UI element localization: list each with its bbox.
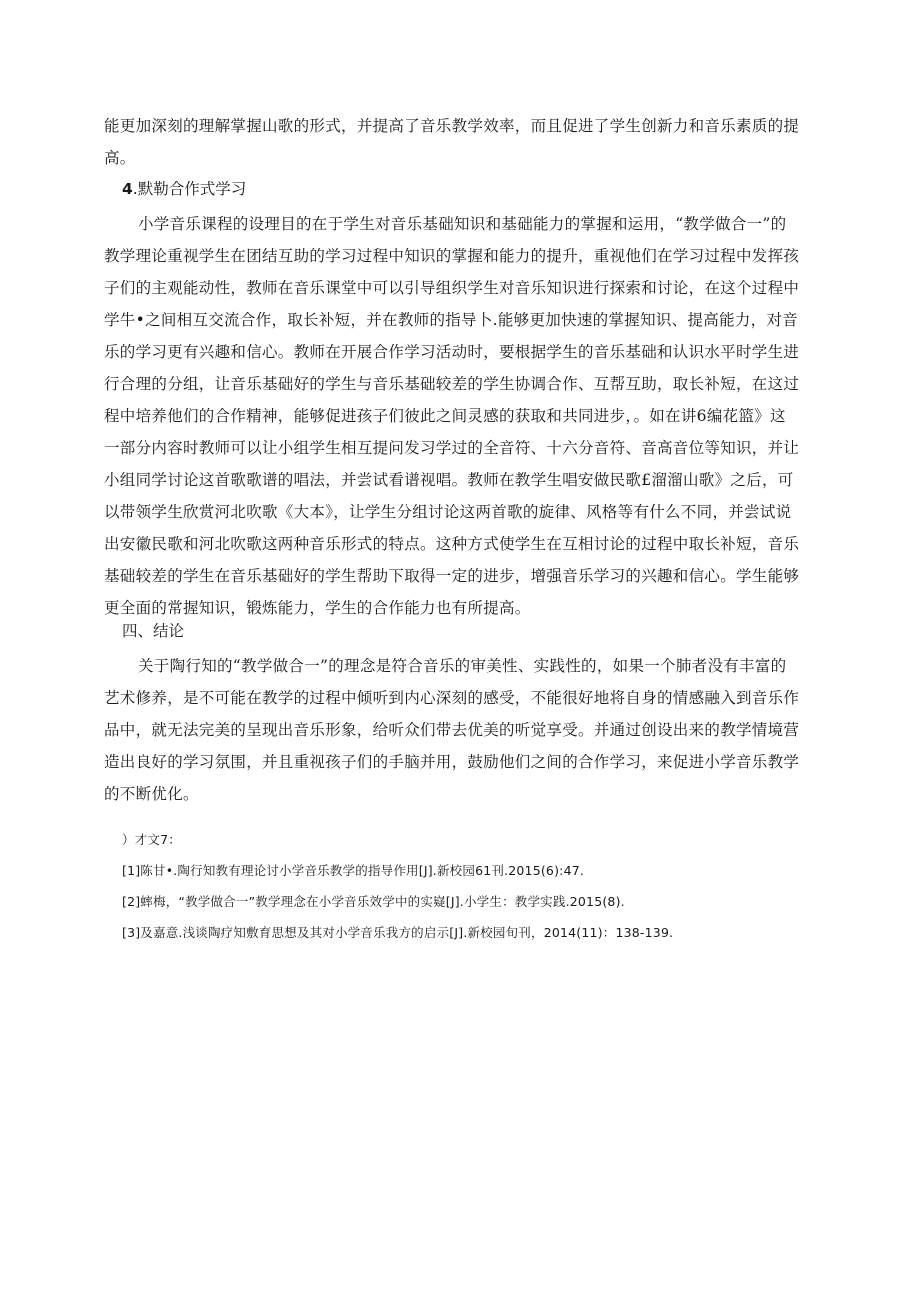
text-line: 高。 [104,149,136,167]
references-section [122,824,673,948]
text-line: 小组同学讨论这首歌歌谱的唱法，并尝试看谱视唱。教师在教学生唱安做民歌£溜溜山歌》之后，可 [104,471,794,489]
conclusion-paragraph [104,650,852,810]
text-line: 基础较差的学生在音乐基础好的学生帮助下取得一定的进步，增强音乐学习的兴趣和信心。学生能够 [104,567,800,585]
text-line: 程中培养他们的合作精神，能够促进孩子们彼此之间灵感的获取和共同进步，。如在讲6编花篮》这 [104,407,786,425]
text-line: 艺术修养，是不可能在教学的过程中倾听到内心深刻的感受，不能很好地将自身的情感融入到音乐作 [104,689,800,707]
section-4-paragraph [104,208,852,624]
text-line: 行合理的分组，让音乐基础好的学生与音乐基础较差的学生协调合作、互帮互助，取长补短，在这过 [104,375,800,393]
text-line: 出安徽民歌和河北吹歌这两种音乐形式的特点。这种方式使学生在互相讨论的过程中取长补短，音乐 [104,535,800,553]
text-line: 乐的学习更有兴趣和信心。教师在开展合作学习活动时，要根据学生的音乐基础和认识水平时学生进 [104,343,800,361]
text-line: 学牛•之间相互交流合作，取长补短，并在教师的指导卜.能够更加快速的掌握知识、提高能力，对音 [104,311,799,329]
reference-item: [3]及嘉意.浅谈陶疗知敷育思想及其对小学音乐我方的启示[J].新校园旬刊，2014(11)：138-139. [122,925,674,940]
text-line: 小学音乐课程的设理目的在于学生对音乐基础知识和基础能力的掌握和运用，“教学做合一”的 [138,215,787,233]
section-title: .默勒合作式学习 [132,180,247,198]
section-number: 4 [122,180,133,198]
text-line: 关于陶行知的“教学做合一”的理念是符合音乐的审美性、实践性的，如果一个肺者没有丰富的 [138,657,787,675]
text-line: 以带领学生欣赏河北吹歌《大本》，让学生分组讨论这两首歌的旋律、风格等有什么不同，并尝试说 [104,503,792,521]
reference-item: [2]蟀梅，“教学做合一”教学理念在小学音乐效学中的实嶷[J].小学生：教学实践.2015(8). [122,894,625,909]
intro-paragraph [104,110,852,174]
text-line: 教学理论重视学生在团结互助的学习过程中知识的掌握和能力的提升，重视他们在学习过程中发挥孩 [104,247,800,265]
text-line: 的不断优化。 [104,785,199,803]
reference-item: [1]陈甘•.陶行知教有理论讨小学音乐教学的指导作用[J].新校园61刊.2015(6):47. [122,863,585,878]
text-line: 子们的主观能动性，教师在音乐课堂中可以引导组织学生对音乐知识进行探索和讨论，在这个过程中 [104,279,800,297]
text-line: 品中，就无法完美的呈现出音乐形象，给听众们带去优美的听觉享受。并通过创设出来的教学情境营 [104,721,800,739]
section-4-heading [122,173,246,205]
conclusion-heading: 四、结论 [122,622,185,640]
references-heading: ）才文7： [122,832,181,847]
text-line: 造出良好的学习氛围，并且重视孩子们的手脑并用，鼓励他们之间的合作学习，来促进小学音乐教学 [104,753,800,771]
text-line: 一部分内容时教师可以让小组学生相互提问发习学过的全音符、十六分音符、音高音位等知识，并让 [104,439,800,457]
text-line: 更全面的常握知识，锻炼能力，学生的合作能力也有所提高。 [104,599,531,617]
text-line: 能更加深刻的理解掌握山歌的形式，并提高了音乐教学效率，而且促进了学生创新力和音乐素质的提 [104,117,800,135]
